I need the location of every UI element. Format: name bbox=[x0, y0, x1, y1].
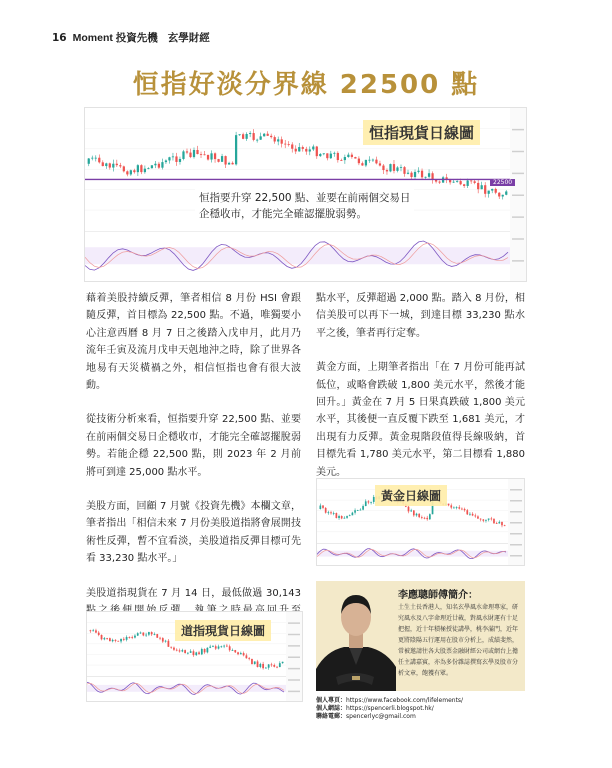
contact-facebook: 個人專頁：https://www.facebook.com/lifelements/ bbox=[316, 697, 464, 704]
paragraph-dow-target: 點水平，反彈超過 2,000 點。踏入 8 月份，相信美股可以再下一城，到達目標 33,230 點水平之後，筆者再行定奪。 bbox=[316, 293, 525, 339]
hsi-level-tag: 22500 bbox=[490, 179, 515, 186]
dow-daily-chart bbox=[86, 611, 303, 702]
right-column-text bbox=[316, 290, 525, 498]
article-title: 恒指好淡分界線 22500 點 bbox=[132, 70, 480, 100]
hsi-chart-label: 恒指現貨日線圖 bbox=[363, 120, 480, 145]
bio-text: 土生土長香港人，知名玄學風水命理專家，研究風水及八字命理近廿載，對風水財運有十足把握，近十年積極授徒講學，桃李滿門，近年更將陰陽五行運用在股市分析上，成績斐然，常被邀請往各大股票金融財經公司或網台上擔任主講嘉賓，亦為多份雜誌撰寫玄學及股市分析文章，飽獲有眾。 bbox=[398, 604, 519, 677]
hsi-note-line2: 企穩收市，才能完全確認擺脫弱勢。 bbox=[199, 208, 367, 220]
gold-chart-label: 黃金日線圖 bbox=[375, 485, 447, 506]
hsi-daily-chart bbox=[84, 107, 527, 282]
column-name: 玄學財經 bbox=[167, 32, 210, 44]
facebook-link[interactable]: https://www.facebook.com/lifelements/ bbox=[346, 697, 464, 704]
bio-name: 李應聰師傅簡介： bbox=[398, 590, 478, 601]
magazine-name: Moment 投資先機 bbox=[72, 32, 158, 44]
contact-email: 聯絡電郵：spencerlyc@gmail.com bbox=[316, 713, 416, 720]
paragraph-technical: 從技術分析來看，恒指要升穿 22,500 點、並要在前兩個交易日企穩收市，才能完全確認擺脫弱勢。若能企穩 22,500 點，則 2023 年 2 月前將可到達 25,000 點水平。 bbox=[86, 414, 301, 478]
paragraph-gold: 黃金方面，上期筆者指出「在 7 月份可能再試低位，或略會跌破 1,800 美元水平，然後才能回升。」黃金在 7 月 5 日果真跌破 1,800 美元水平，其後便一直反覆下跌至 1,681 美元，才出現有力反彈。黃金現階段值得長線吸納，首目標先看 1,780 美元水平，第二目標看 1,880 美元。 bbox=[316, 362, 525, 478]
paragraph-hsi-outlook: 藉着美股持續反彈，筆者相信 8 月份 HSI 會跟隨反彈，首目標為 22,500 點。不過，唯獨要小心注意西曆 8 月 7 日之後踏入戊申月，此月乃流年壬寅及流月戊申天剋地沖之時，除了世界各地易有天災橫禍之外，相信恒指也會有很大波動。 bbox=[86, 293, 301, 392]
paragraph-dow-rebound: 美股道指現貨在 7 月 14 日，最低做過 30,143 bbox=[86, 587, 301, 599]
contact-blog: 個人網誌：https://spencerli.blogspot.hk/ bbox=[316, 705, 434, 712]
email-link[interactable]: spencerlyc@gmail.com bbox=[346, 713, 416, 720]
contact-info bbox=[316, 697, 463, 721]
page-header bbox=[52, 30, 210, 45]
gold-daily-chart bbox=[316, 478, 525, 566]
hsi-note-line1: 恒指要升穿 22,500 點、並要在前兩個交易日 bbox=[199, 192, 411, 204]
blog-link[interactable]: https://spencerli.blogspot.hk/ bbox=[346, 705, 434, 712]
hsi-chart-note bbox=[195, 188, 414, 224]
paragraph-us-stocks: 美股方面，回顧 7 月號《投資先機》本欄文章，筆者指出「相信未來 7 月份美股道指將會展開技術性反彈，暫不宜看淡，美股道指反彈目標可先看 33,230 點水平。」 bbox=[86, 501, 301, 565]
dow-chart-label: 道指現貨日線圖 bbox=[175, 620, 271, 641]
page-number: 16 bbox=[52, 32, 67, 44]
author-photo bbox=[316, 581, 396, 691]
left-column-text bbox=[86, 290, 301, 654]
